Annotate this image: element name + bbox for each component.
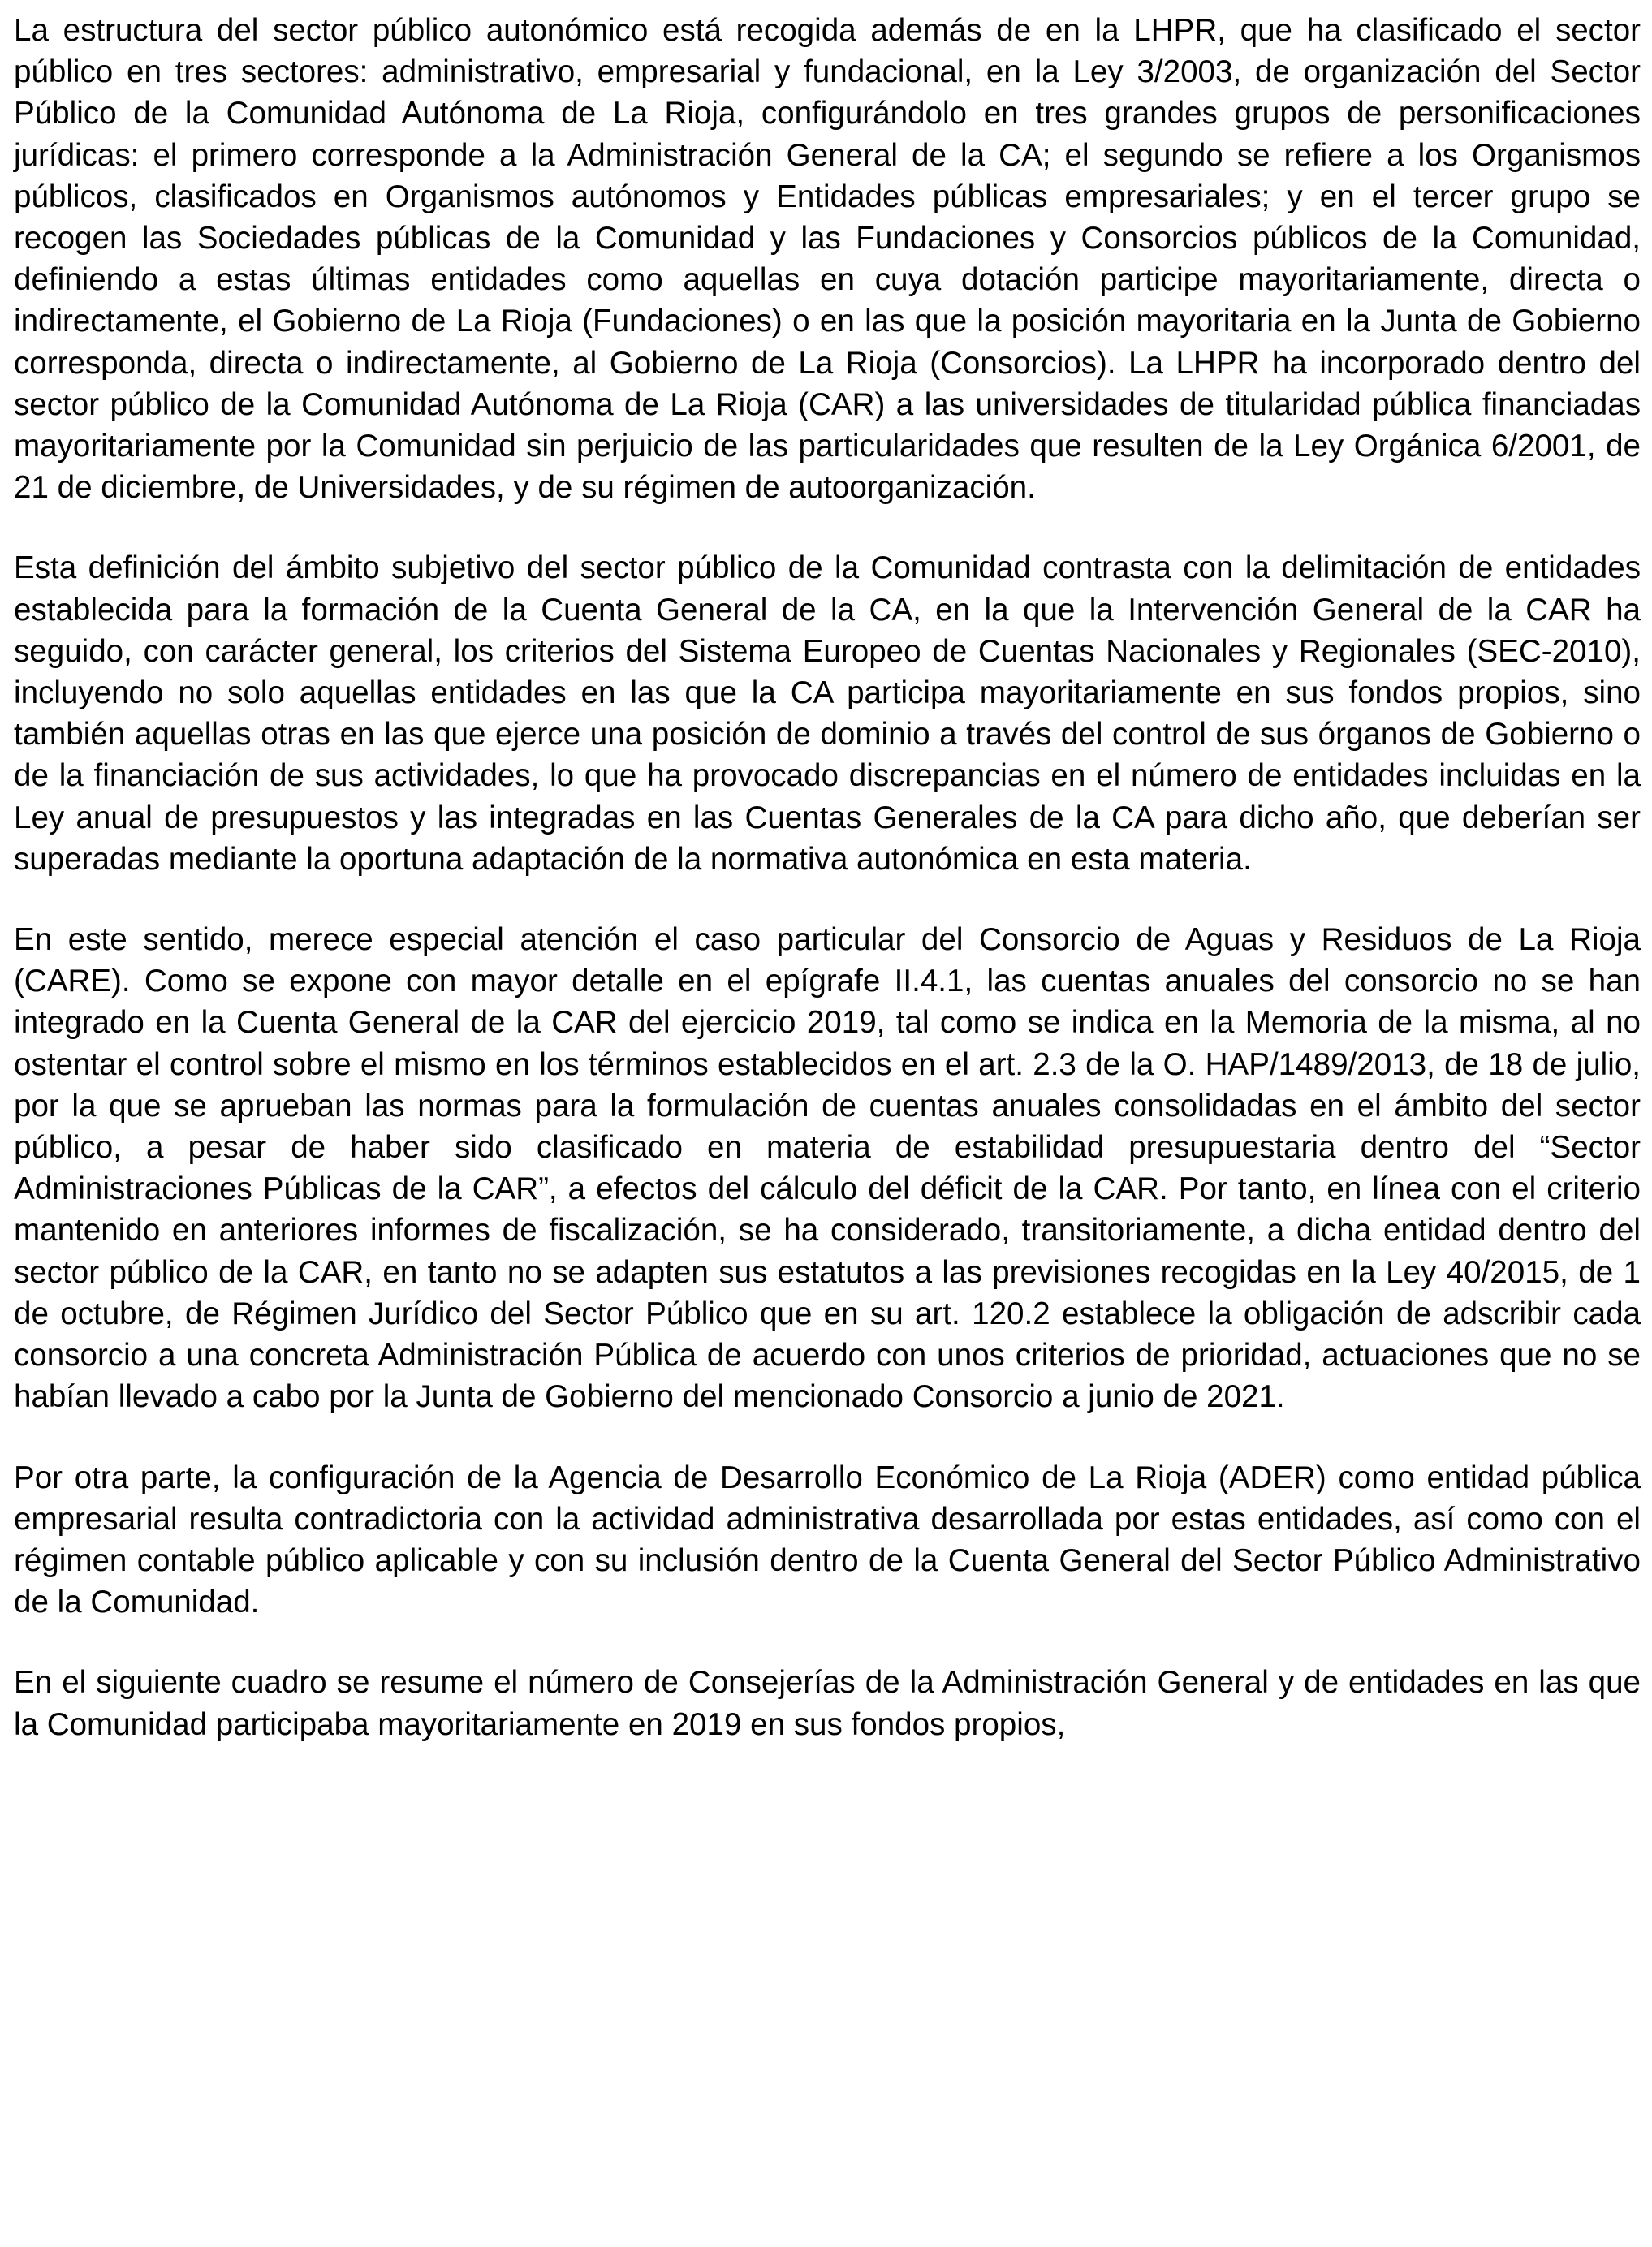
paragraph-sector-structure: La estructura del sector público autonómico está recogida además de en la LHPR, que ha clasificado el sector público en tres sectores: administrativo, empresarial y fundacional, en la Ley 3/2003, de organización del Sector Público de la Comunidad Autónoma de La Rioja, configurándolo en tres grandes grupos de personificaciones jurídicas: el primero corresponde a la Administración General de la CA; el segundo se refiere a los Organismos públicos, clasificados en Organismos autónomos y Entidades públicas empresariales; y en el tercer grupo se recogen las Sociedades públicas de la Comunidad y las Fundaciones y Consorcios públicos de la Comunidad, definiendo a estas últimas entidades como aquellas en cuya dotación participe mayoritariamente, directa o indirectamente, el Gobierno de La Rioja (Fundaciones) o en las que la posición mayoritaria en la Junta de Gobierno corresponda, directa o indirectamente, al Gobierno de La Rioja (Consorcios). La LHPR ha incorporado dentro del sector público de la Comunidad Autónoma de La Rioja (CAR) a las universidades de titularidad pública financiadas mayoritariamente por la Comunidad sin perjuicio de las particularidades que resulten de la Ley Orgánica 6/2001, de 21 de diciembre, de Universidades, y de su régimen de autoorganización. bbox=[14, 13, 1641, 506]
paragraph-summary-table-intro: En el siguiente cuadro se resume el número de Consejerías de la Administración General y de entidades en las que la Comunidad participaba mayoritariamente en 2019 en sus fondos propios, bbox=[14, 1665, 1641, 1742]
paragraph-subjective-scope: Esta definición del ámbito subjetivo del sector público de la Comunidad contrasta con la delimitación de entidades establecida para la formación de la Cuenta General de la CA, en la que la Intervención General de la CAR ha seguido, con carácter general, los criterios del Sistema Europeo de Cuentas Nacionales y Regionales (SEC-2010), incluyendo no solo aquellas entidades en las que la CA participa mayoritariamente en sus fondos propios, sino también aquellas otras en las que ejerce una posición de dominio a través del control de sus órganos de Gobierno o de la financiación de sus actividades, lo que ha provocado discrepancias en el número de entidades incluidas en la Ley anual de presupuestos y las integradas en las Cuentas Generales de la CA para dicho año, que deberían ser superadas mediante la oportuna adaptación de la normativa autonómica en esta materia. bbox=[14, 550, 1641, 877]
paragraph-ader-agency: Por otra parte, la configuración de la Agencia de Desarrollo Económico de La Rioja (ADER) como entidad pública empresarial resulta contradictoria con la actividad administrativa desarrollada por estas entidades, así como con el régimen contable público aplicable y con su inclusión dentro de la Cuenta General del Sector Público Administrativo de la Comunidad. bbox=[14, 1460, 1641, 1620]
paragraph-care-consortium: En este sentido, merece especial atención el caso particular del Consorcio de Aguas y Residuos de La Rioja (CARE). Como se expone con mayor detalle en el epígrafe II.4.1, las cuentas anuales del consorcio no se han integrado en la Cuenta General de la CAR del ejercicio 2019, tal como se indica en la Memoria de la misma, al no ostentar el control sobre el mismo en los términos establecidos en el art. 2.3 de la O. HAP/1489/2013, de 18 de julio, por la que se aprueban las normas para la formulación de cuentas anuales consolidadas en el ámbito del sector público, a pesar de haber sido clasificado en materia de estabilidad presupuestaria dentro del “Sector Administraciones Públicas de la CAR”, a efectos del cálculo del déficit de la CAR. Por tanto, en línea con el criterio mantenido en anteriores informes de fiscalización, se ha considerado, transitoriamente, a dicha entidad dentro del sector público de la CAR, en tanto no se adapten sus estatutos a las previsiones recogidas en la Ley 40/2015, de 1 de octubre, de Régimen Jurídico del Sector Público que en su art. 120.2 establece la obligación de adscribir cada consorcio a una concreta Administración Pública de acuerdo con unos criterios de prioridad, actuaciones que no se habían llevado a cabo por la Junta de Gobierno del mencionado Consorcio a junio de 2021. bbox=[14, 922, 1641, 1415]
